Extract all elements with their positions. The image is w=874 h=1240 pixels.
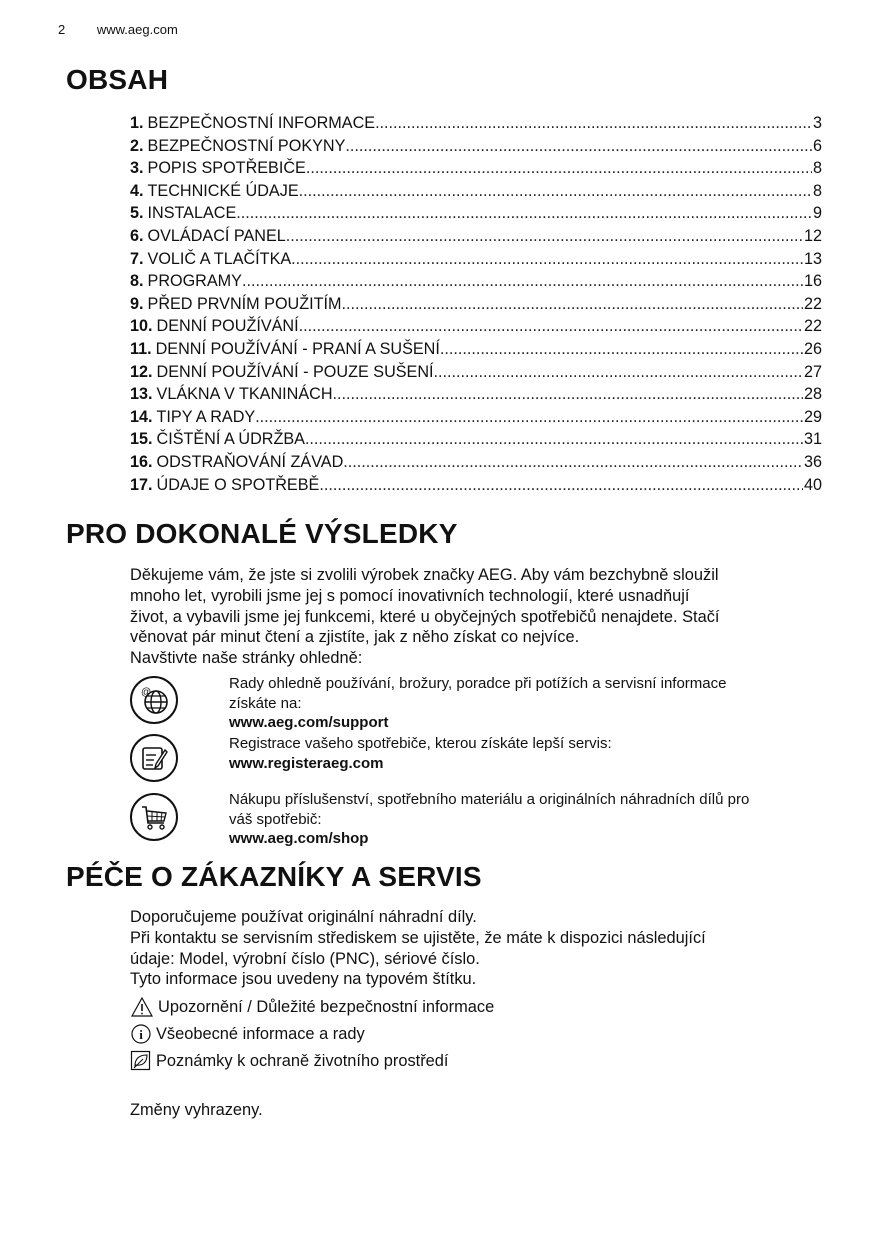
table-of-contents: [130, 112, 822, 496]
dot-leader: [343, 451, 803, 474]
toc-number: 12.: [130, 362, 153, 381]
dot-leader: [345, 135, 812, 158]
link-description: Rady ohledně používání, brožury, poradce při potížích a servisní informace: [229, 675, 727, 692]
dot-leader: [286, 225, 803, 248]
toc-entry[interactable]: [130, 315, 822, 338]
toc-number: 11.: [130, 339, 152, 358]
page-header: [58, 22, 206, 37]
toc-entry[interactable]: [130, 270, 822, 293]
toc-page: 40: [803, 475, 822, 494]
toc-label: BEZPEČNOSTNÍ POKYNY: [147, 136, 346, 155]
toc-label: ČIŠTĚNÍ A ÚDRŽBA: [156, 430, 305, 449]
toc-label: BEZPEČNOSTNÍ INFORMACE: [147, 114, 376, 132]
warning-icon: [130, 996, 154, 1018]
toc-page: 27: [803, 362, 822, 381]
text-line: život, a vybavili jsme jej funkcemi, které u obyčejných spotřebičů nenajdete. Stačí: [130, 607, 720, 626]
link-description: Nákupu příslušenství, spotřebního materiálu a originálních náhradních dílů pro: [229, 791, 750, 808]
register-url-link[interactable]: www.registeraeg.com: [229, 754, 384, 772]
toc-number: 9.: [130, 294, 144, 313]
toc-label: PROGRAMY: [147, 272, 242, 291]
toc-number: 3.: [130, 159, 144, 178]
dot-leader: [341, 293, 803, 316]
support-link-item: [229, 790, 819, 849]
dot-leader: [375, 112, 812, 135]
toc-number: 7.: [130, 249, 144, 268]
toc-label: OVLÁDACÍ PANEL: [147, 226, 286, 245]
toc-number: 15.: [130, 430, 153, 449]
toc-label: INSTALACE: [147, 204, 237, 223]
dot-leader: [255, 406, 803, 429]
toc-title: OBSAH: [66, 64, 169, 95]
dot-leader: [306, 157, 812, 180]
toc-number: 10.: [130, 317, 153, 336]
page-number: 2: [58, 22, 66, 37]
legend-warning: [130, 996, 494, 1018]
toc-page: 31: [803, 430, 822, 449]
toc-page: 29: [803, 407, 822, 426]
toc-label: DENNÍ POUŽÍVÁNÍ: [156, 317, 299, 336]
shop-url-link[interactable]: www.aeg.com/shop: [229, 830, 369, 847]
toc-entry[interactable]: [130, 202, 822, 225]
dot-leader: [291, 248, 803, 271]
dot-leader: [333, 383, 803, 406]
toc-entry[interactable]: [130, 248, 822, 271]
toc-label: ODSTRAŇOVÁNÍ ZÁVAD: [156, 452, 344, 471]
toc-entry[interactable]: [130, 293, 822, 316]
results-title: PRO DOKONALÉ VÝSLEDKY: [66, 518, 458, 549]
toc-entry[interactable]: [130, 451, 822, 474]
toc-page: 12: [803, 226, 822, 245]
text-line: věnovat pár minut čtení a zjistíte, jak z něho získat co nejvíce.: [130, 628, 580, 647]
toc-label: VOLIČ A TLAČÍTKA: [147, 249, 292, 268]
toc-entry[interactable]: [130, 135, 822, 158]
toc-label: POPIS SPOTŘEBIČE: [147, 159, 306, 178]
toc-entry[interactable]: [130, 180, 822, 203]
toc-page: 6: [812, 136, 822, 155]
toc-page: 8: [812, 159, 822, 178]
dot-leader: [299, 315, 803, 338]
svg-text:i: i: [139, 1027, 143, 1042]
legend-environment: [130, 1050, 448, 1072]
changes-note: Změny vyhrazeny.: [130, 1101, 263, 1119]
shopping-cart-icon: [130, 793, 178, 841]
toc-number: 16.: [130, 452, 153, 471]
toc-entry[interactable]: [130, 406, 822, 429]
legend-text: Všeobecné informace a rady: [156, 1024, 365, 1043]
link-description: Registrace vašeho spotřebiče, kterou získáte lepší servis:: [229, 735, 612, 752]
info-icon: [130, 1023, 152, 1045]
toc-page: 9: [812, 204, 822, 223]
legend-text: Upozornění / Důležité bezpečnostní informace: [158, 997, 495, 1016]
results-intro: [130, 565, 830, 669]
globe-icon: [130, 676, 178, 724]
toc-page: 26: [803, 339, 822, 358]
toc-entry[interactable]: [130, 112, 822, 135]
dot-leader: [440, 338, 803, 361]
dot-leader: [299, 180, 812, 203]
service-intro: [130, 907, 830, 990]
toc-number: 6.: [130, 226, 144, 245]
text-line: mnoho let, vyrobili jsme jej s pomocí inovativních technologií, které usnadňují: [130, 586, 690, 605]
text-line: Při kontaktu se servisním střediskem se ujistěte, že máte k dispozici následující: [130, 928, 706, 947]
toc-page: 22: [803, 317, 822, 336]
toc-entry[interactable]: [130, 428, 822, 451]
toc-entry[interactable]: [130, 338, 822, 361]
toc-number: 17.: [130, 475, 153, 494]
toc-entry[interactable]: [130, 225, 822, 248]
dot-leader: [319, 474, 803, 497]
toc-page: 22: [803, 294, 822, 313]
toc-page: 8: [812, 181, 822, 200]
toc-entry[interactable]: [130, 474, 822, 497]
dot-leader: [236, 202, 812, 225]
toc-page: 13: [803, 249, 822, 268]
toc-number: 8.: [130, 272, 144, 291]
site-url[interactable]: www.aeg.com: [96, 22, 178, 37]
toc-label: VLÁKNA V TKANINÁCH: [156, 385, 333, 404]
text-line: Navštivte naše stránky ohledně:: [130, 649, 363, 668]
link-description: získáte na:: [229, 694, 302, 712]
dot-leader: [434, 361, 803, 384]
toc-entry[interactable]: [130, 157, 822, 180]
toc-label: DENNÍ POUŽÍVÁNÍ - PRANÍ A SUŠENÍ: [155, 339, 440, 358]
text-line: Tyto informace jsou uvedeny na typovém štítku.: [130, 970, 477, 989]
support-link-item: [229, 674, 819, 733]
toc-number: 14.: [130, 407, 153, 426]
toc-label: TIPY A RADY: [156, 407, 256, 426]
text-line: Doporučujeme používat originální náhradní díly.: [130, 908, 477, 926]
service-title: PÉČE O ZÁKAZNÍKY A SERVIS: [66, 861, 482, 892]
text-line: údaje: Model, výrobní číslo (PNC), sériové číslo.: [130, 949, 480, 968]
legend-info: [130, 1023, 365, 1045]
support-url-link[interactable]: www.aeg.com/support: [229, 714, 389, 731]
toc-page: 36: [803, 452, 822, 471]
svg-text:@: @: [141, 687, 152, 698]
toc-label: ÚDAJE O SPOTŘEBĚ: [156, 475, 320, 494]
text-line: Děkujeme vám, že jste si zvolili výrobek značky AEG. Aby vám bezchybně sloužil: [130, 566, 719, 584]
link-description: váš spotřebič:: [229, 810, 322, 828]
toc-label: PŘED PRVNÍM POUŽITÍM: [147, 294, 342, 313]
toc-label: DENNÍ POUŽÍVÁNÍ - POUZE SUŠENÍ: [156, 362, 434, 381]
toc-number: 5.: [130, 204, 144, 223]
toc-entry[interactable]: [130, 361, 822, 384]
toc-label: TECHNICKÉ ÚDAJE: [147, 181, 299, 200]
dot-leader: [242, 270, 803, 293]
toc-page: 3: [812, 114, 822, 132]
toc-page: 28: [803, 385, 822, 404]
toc-number: 4.: [130, 181, 144, 200]
support-link-item: [229, 734, 819, 773]
registration-icon: [130, 734, 178, 782]
toc-entry[interactable]: [130, 383, 822, 406]
legend-text: Poznámky k ochraně životního prostředí: [156, 1051, 449, 1070]
toc-page: 16: [803, 272, 822, 291]
leaf-icon: [130, 1050, 152, 1072]
dot-leader: [305, 428, 803, 451]
toc-number: 1.: [130, 114, 144, 132]
toc-number: 2.: [130, 136, 144, 155]
toc-number: 13.: [130, 385, 153, 404]
